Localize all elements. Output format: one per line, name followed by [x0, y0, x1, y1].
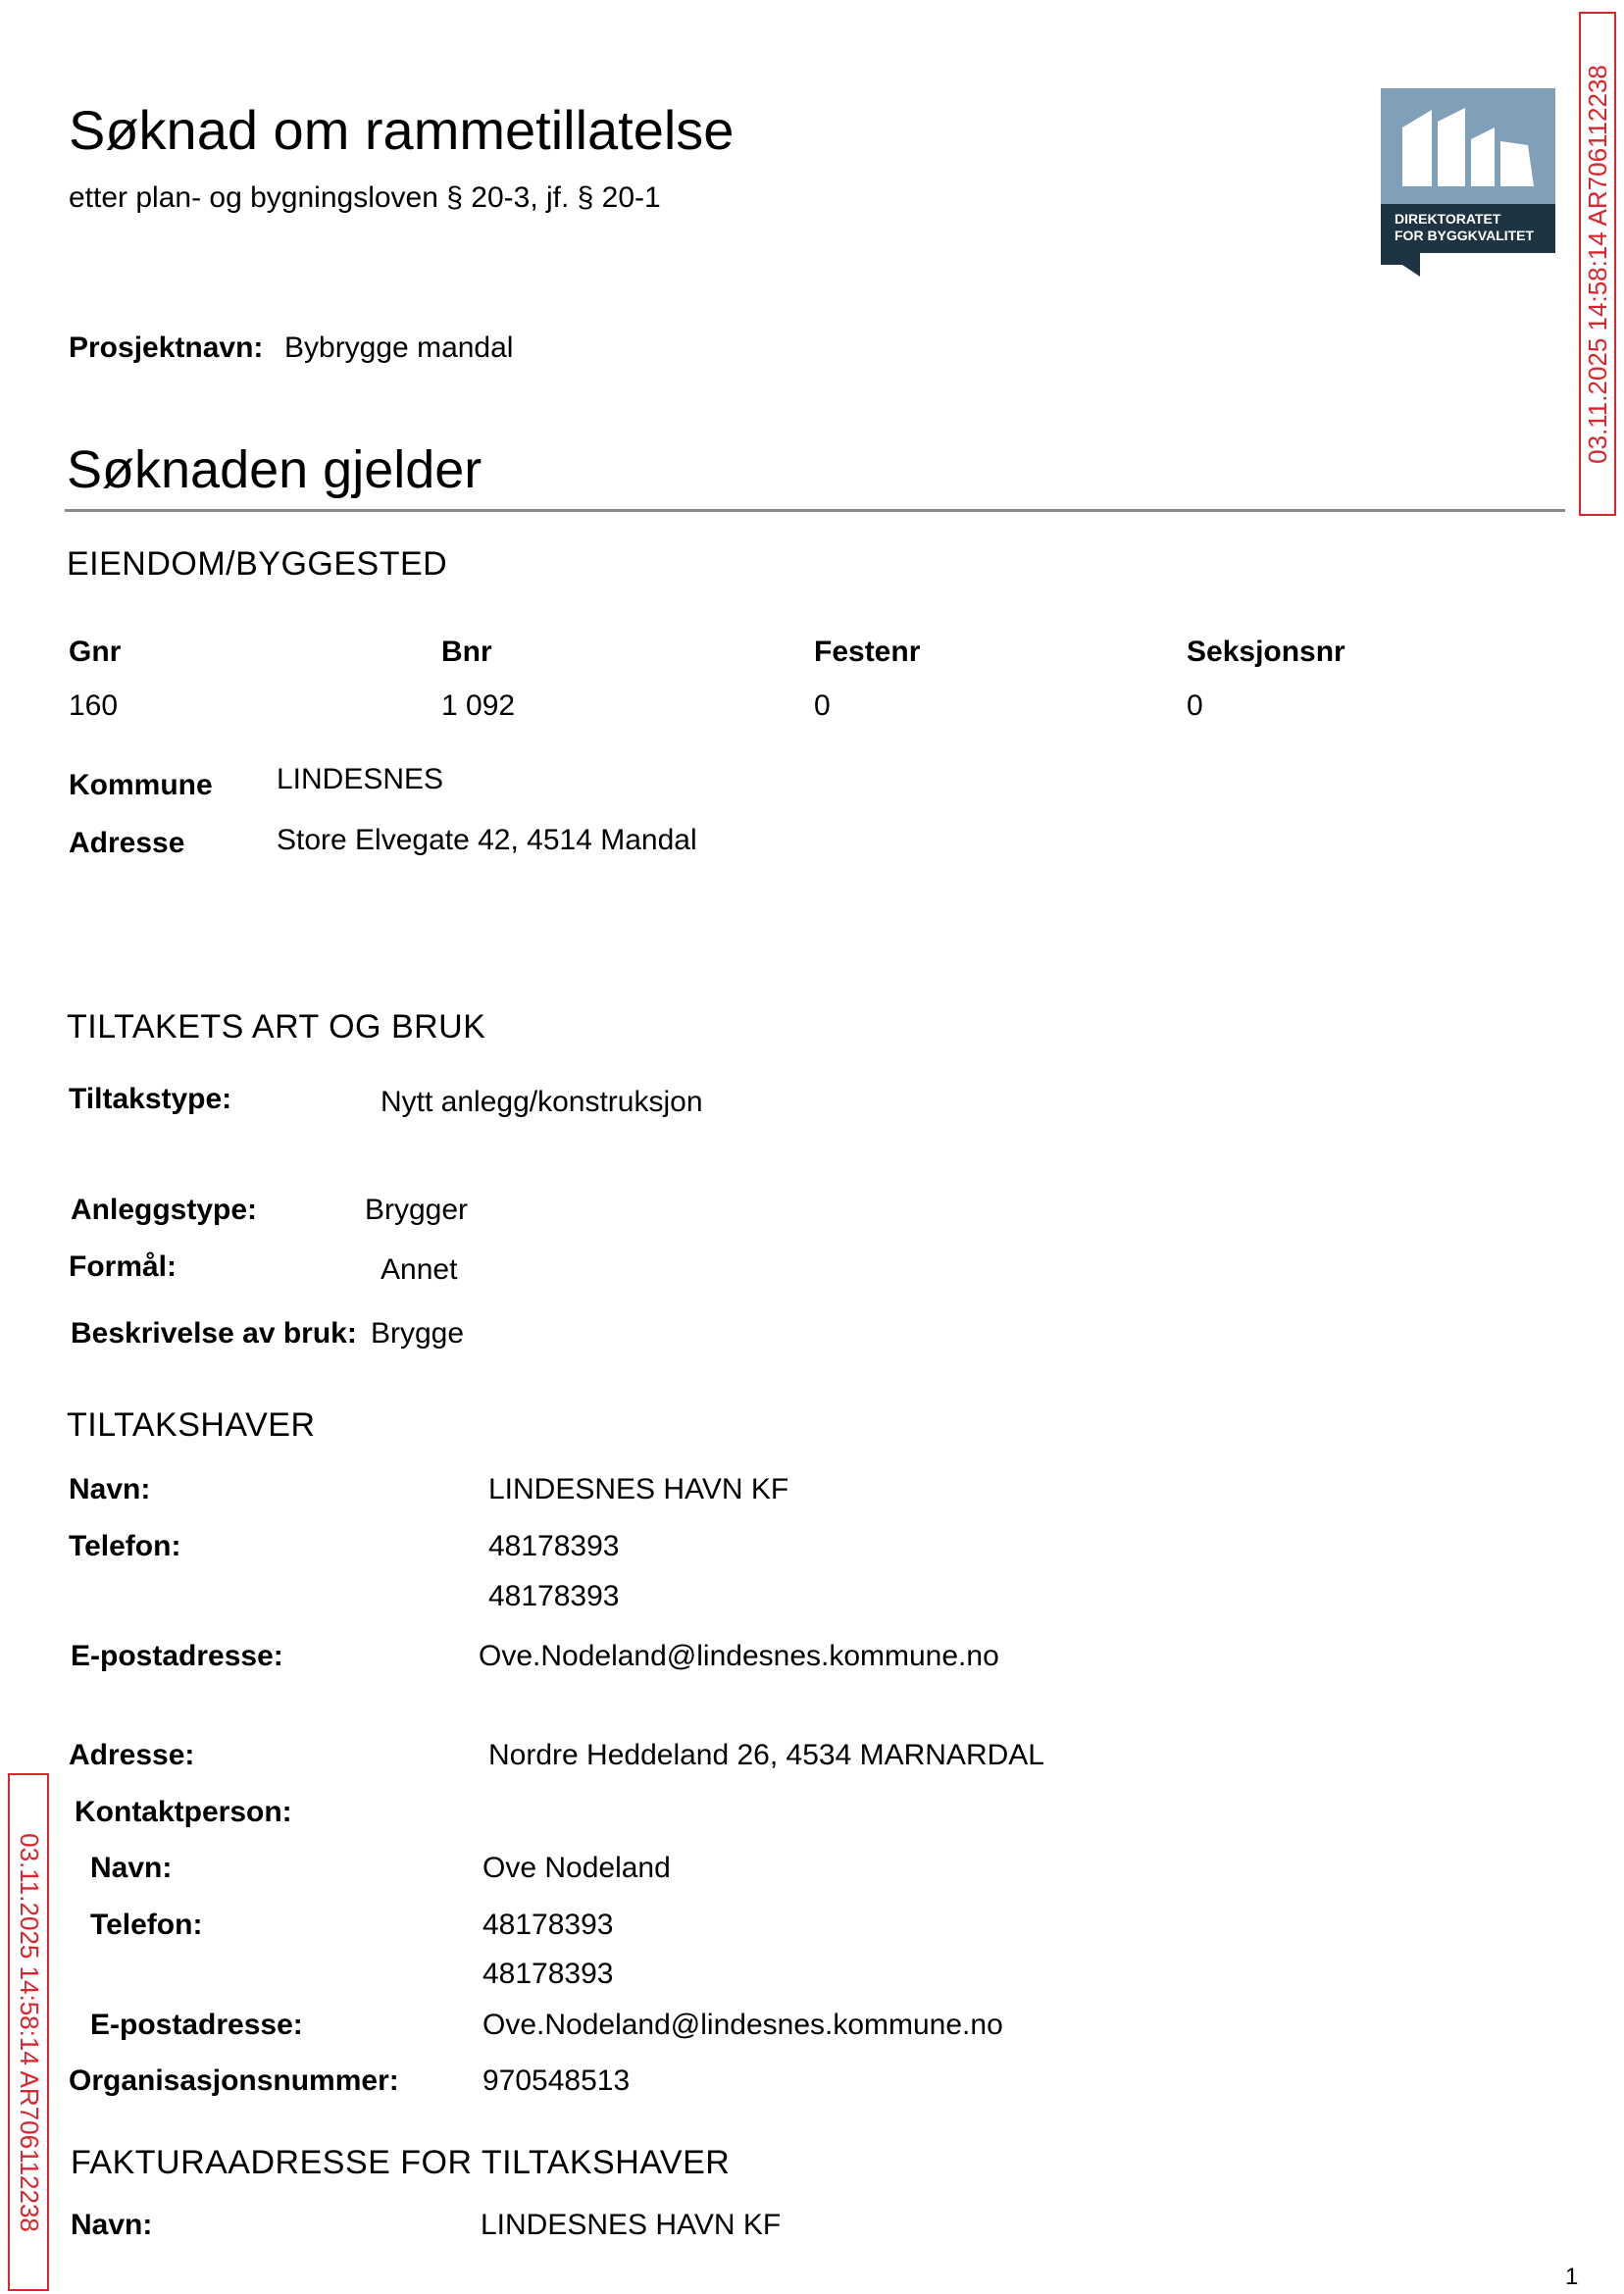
- bruk-value: Brygge: [371, 1317, 465, 1350]
- anleggstype-value: Brygger: [365, 1194, 469, 1226]
- project-label: Prosjektnavn:: [69, 331, 264, 364]
- invoice-navn-value: LINDESNES HAVN KF: [481, 2209, 782, 2241]
- adresse-value: Store Elvegate 42, 4514 Mandal: [277, 824, 697, 856]
- stamp-top: [1579, 12, 1616, 516]
- orgnr-value: 970548513: [482, 2065, 631, 2097]
- page-number: 1: [1565, 2264, 1579, 2290]
- invoice-navn-label: Navn:: [71, 2209, 153, 2241]
- orgnr-label: Organisasjonsnummer:: [69, 2065, 399, 2097]
- document-title: Søknad om rammetillatelse: [69, 99, 735, 161]
- applies-heading: Søknaden gjelder: [67, 440, 482, 499]
- logo-text-line2: FOR BYGGKVALITET: [1395, 228, 1535, 243]
- owner-epost-value: Ove.Nodeland@lindesnes.kommune.no: [479, 1640, 999, 1672]
- festenr-label: Festenr: [814, 636, 921, 668]
- owner-epost-label: E-postadresse:: [71, 1640, 283, 1672]
- owner-navn-value: LINDESNES HAVN KF: [488, 1473, 789, 1505]
- document-subtitle: etter plan- og bygningsloven § 20-3, jf. § 20-1: [69, 181, 661, 214]
- formal-value: Annet: [381, 1253, 458, 1286]
- kontakt-navn-label: Navn:: [90, 1852, 173, 1884]
- tiltakstype-label: Tiltakstype:: [69, 1083, 232, 1115]
- kontakt-navn-value: Ove Nodeland: [482, 1852, 671, 1884]
- anleggstype-label: Anleggstype:: [71, 1194, 258, 1226]
- bruk-label: Beskrivelse av bruk:: [71, 1317, 357, 1350]
- heading-divider: [65, 509, 1565, 512]
- measure-section-title: TILTAKETS ART OG BRUK: [67, 1008, 486, 1045]
- owner-telefon-value-1: 48178393: [488, 1530, 620, 1562]
- owner-navn-label: Navn:: [69, 1473, 151, 1505]
- project-value: Bybrygge mandal: [284, 331, 514, 364]
- owner-telefon-label: Telefon:: [69, 1530, 181, 1562]
- kontakt-epost-value: Ove.Nodeland@lindesnes.kommune.no: [482, 2009, 1003, 2041]
- kontakt-epost-label: E-postadresse:: [90, 2009, 303, 2041]
- owner-section-title: TILTAKSHAVER: [67, 1406, 316, 1444]
- dibk-logo: [1381, 88, 1555, 277]
- kontakt-telefon-label: Telefon:: [90, 1909, 203, 1941]
- bnr-label: Bnr: [441, 636, 492, 668]
- kontakt-telefon-value-1: 48178393: [482, 1909, 614, 1941]
- invoice-section-title: FAKTURAADRESSE FOR TILTAKSHAVER: [71, 2144, 731, 2181]
- owner-adresse-label: Adresse:: [69, 1739, 195, 1771]
- festenr-value: 0: [814, 689, 831, 722]
- kontakt-telefon-value-2: 48178393: [482, 1958, 614, 1990]
- kontaktperson-label: Kontaktperson:: [75, 1796, 292, 1828]
- stamp-top-text: 03.11.2025 14:58:14 AR706112238: [1582, 64, 1612, 464]
- gnr-value: 160: [69, 689, 119, 722]
- tiltakstype-value: Nytt anlegg/konstruksjon: [381, 1086, 703, 1118]
- stamp-bottom: [8, 1773, 49, 2291]
- kommune-value: LINDESNES: [277, 763, 444, 795]
- gnr-label: Gnr: [69, 636, 122, 668]
- seksjonsnr-value: 0: [1187, 689, 1203, 722]
- owner-adresse-value: Nordre Heddeland 26, 4534 MARNARDAL: [488, 1739, 1044, 1771]
- seksjonsnr-label: Seksjonsnr: [1187, 636, 1345, 668]
- kommune-label: Kommune: [69, 769, 213, 801]
- logo-text-line1: DIREKTORATET: [1395, 211, 1501, 227]
- owner-telefon-value-2: 48178393: [488, 1580, 620, 1612]
- stamp-bottom-text: 03.11.2025 14:58:14 AR706112238: [14, 1832, 44, 2232]
- bnr-value: 1 092: [441, 689, 516, 722]
- formal-label: Formål:: [69, 1250, 178, 1283]
- property-section-title: EIENDOM/BYGGESTED: [67, 545, 448, 583]
- adresse-label: Adresse: [69, 827, 185, 859]
